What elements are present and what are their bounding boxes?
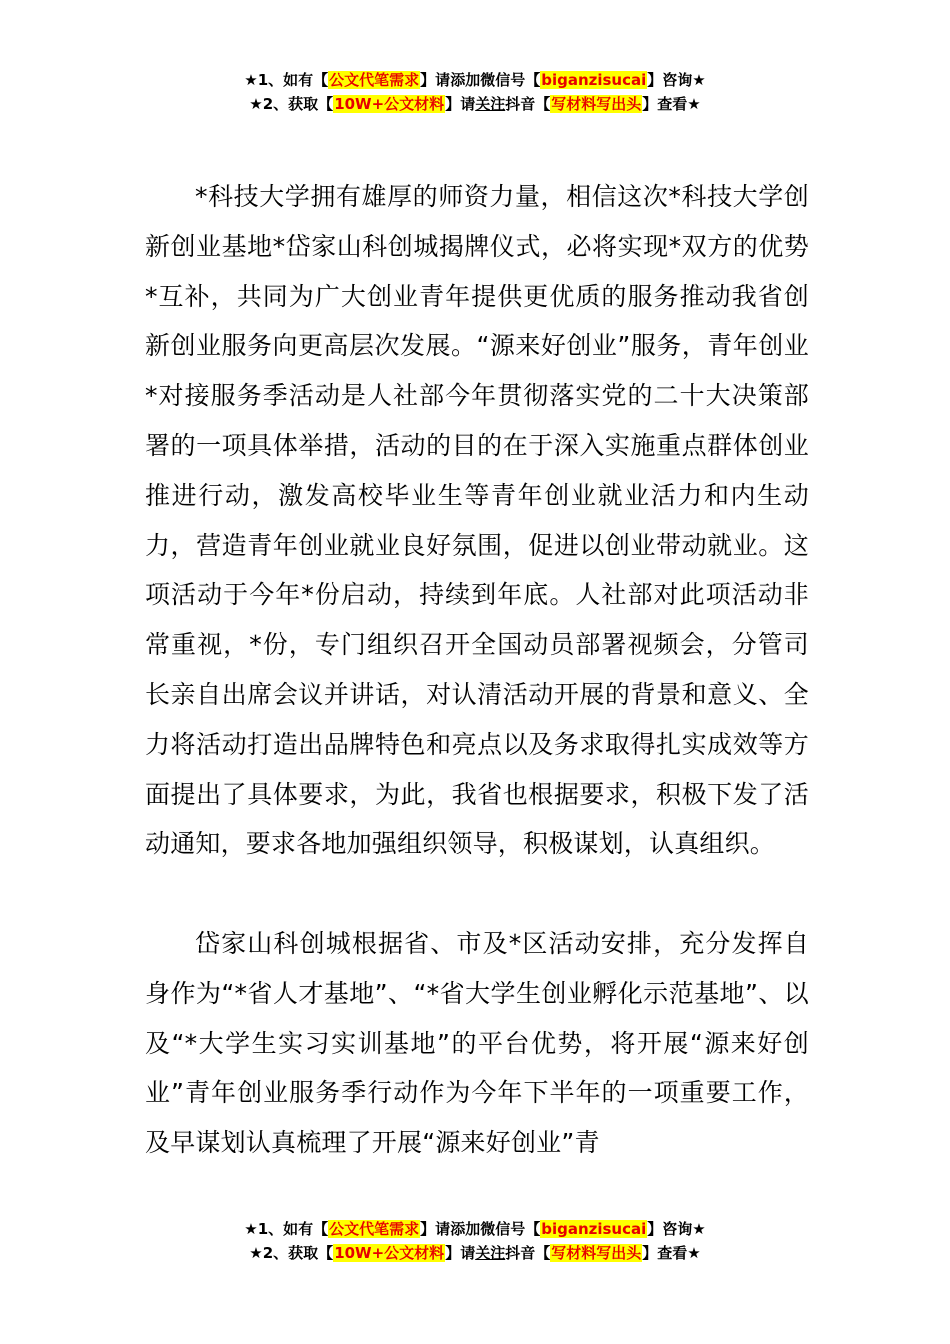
banner-highlight: 公文代笔需求 — [329, 71, 420, 89]
banner-text: 】请 — [420, 1220, 451, 1238]
banner-highlight: 10W+公文材料 — [334, 95, 445, 113]
document-body — [145, 172, 809, 1168]
banner-text: ★1、如有【 — [244, 71, 329, 89]
banner-text: 抖音【 — [505, 95, 551, 113]
banner-text: 微信号【 — [480, 71, 541, 89]
banner-highlight: 写材料写出头 — [551, 1244, 642, 1262]
header-banner — [0, 68, 950, 116]
banner-highlight: 10W+公文材料 — [334, 1244, 445, 1262]
banner-text: 】咨询★ — [647, 1220, 706, 1238]
banner-text: 】请 — [445, 1244, 476, 1262]
body-paragraph-2: 岱家山科创城根据省、市及*区活动安排，充分发挥自身作为“*省人才基地”、“*省大学生创业孵化示范基地”、以及“*大学生实习实训基地”的平台优势，将开展“源来好创业”青年创业服务季行动作为今年下半年的一项重要工作，及早谋划认真梳理了开展“源来好创业”青 — [145, 928, 809, 1158]
banner-line-1 — [0, 1217, 950, 1241]
banner-line-2 — [0, 1241, 950, 1265]
banner-emphasis: 添加 — [450, 71, 481, 89]
banner-text: 】查看★ — [642, 95, 701, 113]
banner-text: 微信号【 — [480, 1220, 541, 1238]
banner-highlight: biganzisucai — [541, 1220, 647, 1238]
banner-highlight: 公文代笔需求 — [329, 1220, 420, 1238]
banner-emphasis: 关注 — [475, 1244, 506, 1262]
banner-highlight: biganzisucai — [541, 71, 647, 89]
banner-line-1 — [0, 68, 950, 92]
banner-emphasis: 关注 — [475, 95, 506, 113]
body-paragraph-1: *科技大学拥有雄厚的师资力量，相信这次*科技大学创新创业基地*岱家山科创城揭牌仪式，必将实现*双方的优势*互补，共同为广大创业青年提供更优质的服务推动我省创新创业服务向更高层次发展。“源来好创业”服务，青年创业*对接服务季活动是人社部今年贯彻落实党的二十大决策部署的一项具体举措，活动的目的在于深入实施重点群体创业推进行动，激发高校毕业生等青年创业就业活力和内生动力，营造青年创业就业良好氛围，促进以创业带动就业。这项活动于今年*份启动，持续到年底。人社部对此项活动非常重视，*份，专门组织召开全国动员部署视频会，分管司长亲自出席会议并讲话，对认清活动开展的背景和意义、全力将活动打造出品牌特色和亮点以及务求取得扎实成效等方面提出了具体要求，为此，我省也根据要求，积极下发了活动通知，要求各地加强组织领导，积极谋划，认真组织。 — [145, 182, 809, 859]
banner-text: ★2、获取【 — [249, 1244, 334, 1262]
banner-text: 】请 — [420, 71, 451, 89]
banner-emphasis: 添加 — [450, 1220, 481, 1238]
banner-text: 】查看★ — [642, 1244, 701, 1262]
banner-text: ★2、获取【 — [249, 95, 334, 113]
banner-text: ★1、如有【 — [244, 1220, 329, 1238]
banner-line-2 — [0, 92, 950, 116]
banner-text: 】咨询★ — [647, 71, 706, 89]
banner-text: 抖音【 — [505, 1244, 551, 1262]
banner-highlight: 写材料写出头 — [551, 95, 642, 113]
footer-banner — [0, 1217, 950, 1265]
banner-text: 】请 — [445, 95, 476, 113]
